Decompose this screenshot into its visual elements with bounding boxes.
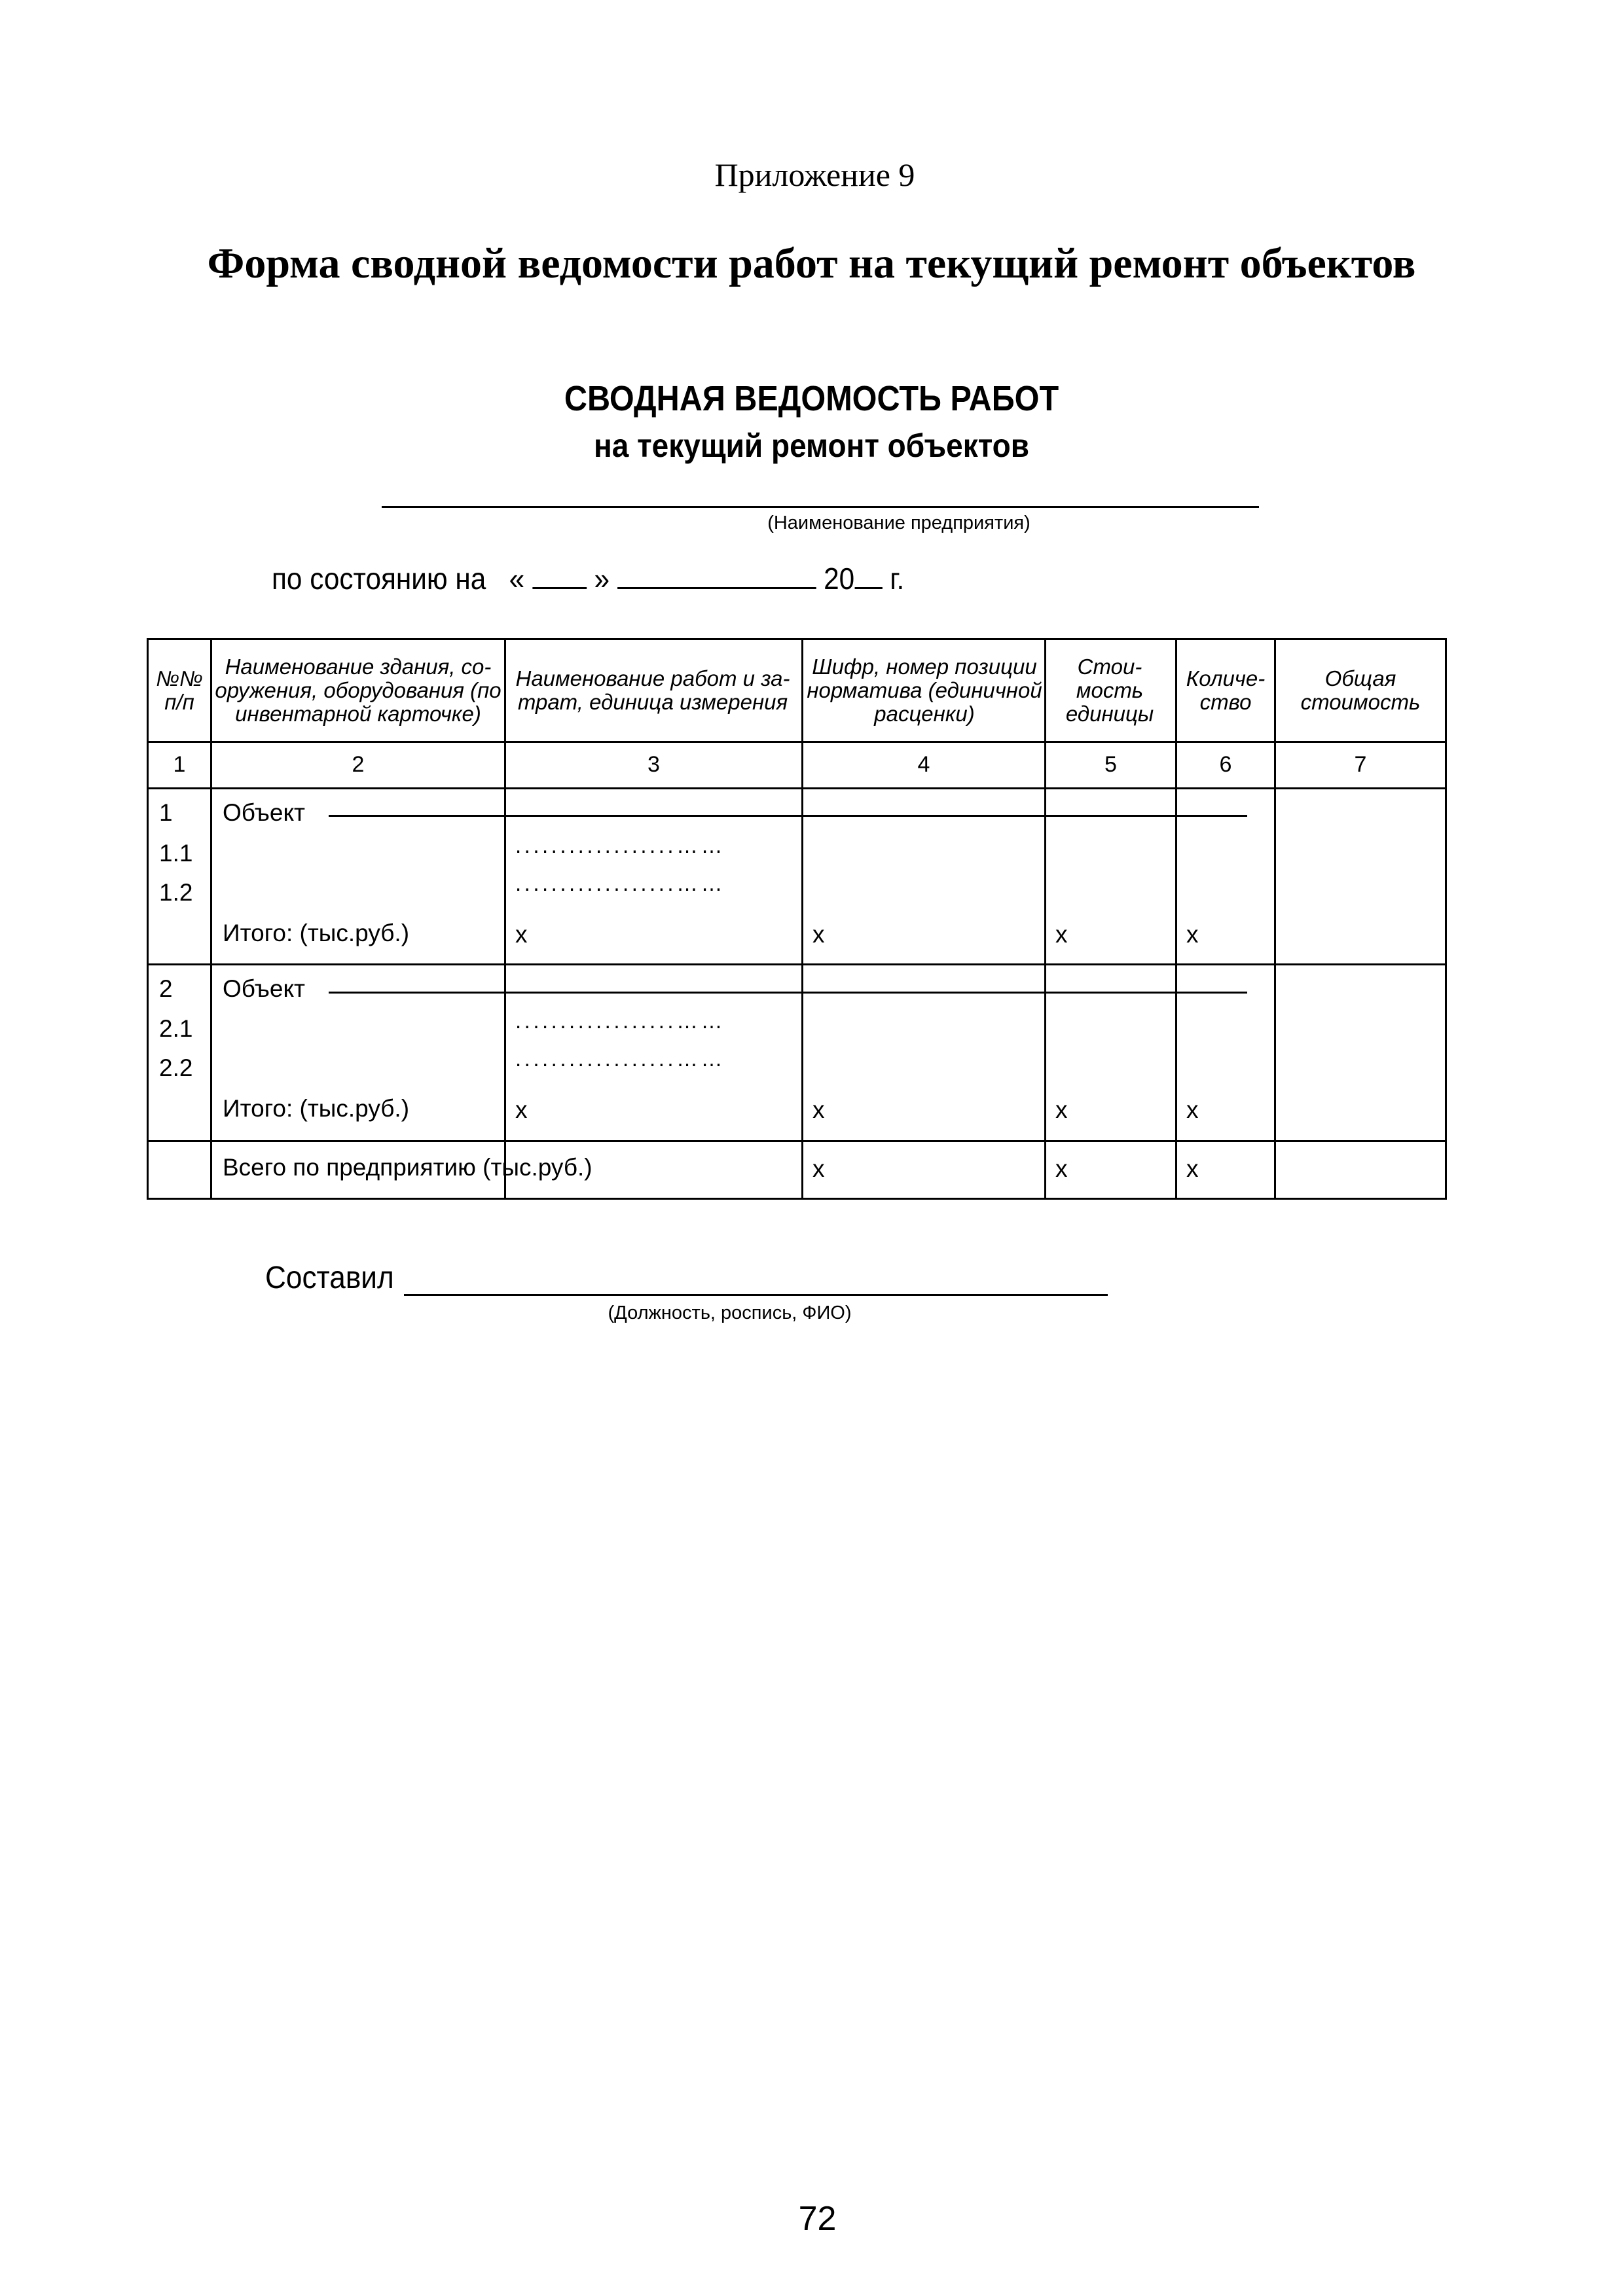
cross-mark: х bbox=[1055, 1096, 1068, 1123]
subtotal-label: Итого: (тыс.руб.) bbox=[223, 1095, 410, 1122]
object-label: Объект bbox=[223, 975, 305, 1002]
day-blank[interactable] bbox=[532, 560, 587, 589]
col-line-2 bbox=[504, 638, 506, 1200]
header-unit-cost: Стои-мость единицы bbox=[1065, 654, 1154, 726]
cross-mark: х bbox=[515, 1096, 528, 1123]
appendix-label: Приложение 9 bbox=[714, 156, 915, 193]
work-dots: ..................…… bbox=[515, 871, 726, 895]
group1-divider bbox=[147, 963, 1447, 965]
header-total-cost: Общая стоимость bbox=[1300, 666, 1421, 714]
signature-caption: (Должность, роспись, ФИО) bbox=[608, 1302, 852, 1323]
form-title: Форма сводной ведомости работ на текущий ремонт объектов bbox=[207, 240, 1416, 287]
close-quote: » bbox=[594, 562, 610, 596]
col-line-1 bbox=[210, 638, 212, 1200]
col-number-4: 4 bbox=[917, 752, 930, 778]
subtotal-label: Итого: (тыс.руб.) bbox=[223, 920, 410, 946]
organization-caption: (Наименование предприятия) bbox=[767, 512, 1030, 533]
row-subnumber: 2.1 bbox=[159, 1015, 193, 1042]
row-subnumber: 1.2 bbox=[159, 879, 193, 906]
header-building: Наименование здания, со-оружения, оборудования (по инвентарной карточке) bbox=[215, 654, 501, 726]
header-works: Наименование работ и за-трат, единица измерения bbox=[515, 666, 790, 714]
year-suffix: г. bbox=[890, 562, 905, 596]
cross-mark: х bbox=[1055, 921, 1068, 948]
work-dots: ..................…… bbox=[515, 1047, 726, 1071]
row-number: 2 bbox=[159, 975, 173, 1002]
cross-mark: х bbox=[1186, 921, 1199, 948]
object-name-line[interactable] bbox=[329, 992, 1247, 994]
col-number-2: 2 bbox=[352, 752, 365, 778]
year-prefix: 20 bbox=[824, 562, 855, 596]
cross-mark: х bbox=[812, 1155, 825, 1182]
summary-table bbox=[147, 638, 1447, 1200]
col-number-5: 5 bbox=[1104, 752, 1117, 778]
document-subtitle: на текущий ремонт объектов bbox=[593, 427, 1030, 464]
table-border-bottom bbox=[147, 1198, 1447, 1200]
work-dots: ..................…… bbox=[515, 833, 726, 857]
col-number-7: 7 bbox=[1354, 752, 1367, 778]
col-line-7 bbox=[1445, 638, 1447, 1200]
cross-mark: х bbox=[812, 921, 825, 948]
signature-line[interactable] bbox=[404, 1294, 1108, 1296]
col-line-5 bbox=[1175, 638, 1177, 1200]
cross-mark: х bbox=[1186, 1096, 1199, 1123]
object-label: Объект bbox=[223, 799, 305, 826]
col-line-6 bbox=[1274, 638, 1276, 1200]
header-code: Шифр, номер позиции норматива (единичной расценки) bbox=[807, 654, 1042, 726]
col-number-1: 1 bbox=[173, 752, 186, 778]
work-dots: ..................…… bbox=[515, 1009, 726, 1033]
grand-total-label: Всего по предприятию (тыс.руб.) bbox=[223, 1154, 593, 1181]
as-of-label: по состоянию на bbox=[272, 562, 486, 596]
organization-name-line[interactable] bbox=[382, 506, 1259, 508]
cross-mark: х bbox=[1186, 1155, 1199, 1182]
cross-mark: х bbox=[812, 1096, 825, 1123]
header-quantity: Количе-ство bbox=[1186, 666, 1266, 714]
row-subnumber: 1.1 bbox=[159, 840, 193, 867]
number-row-divider bbox=[147, 787, 1447, 789]
header-num: №№ п/п bbox=[156, 666, 203, 714]
page-number: 72 bbox=[798, 2200, 837, 2238]
row-number: 1 bbox=[159, 799, 173, 826]
cross-mark: х bbox=[1055, 1155, 1068, 1182]
col-number-6: 6 bbox=[1219, 752, 1232, 778]
group2-divider bbox=[147, 1140, 1447, 1142]
row-subnumber: 2.2 bbox=[159, 1054, 193, 1081]
cross-mark: х bbox=[515, 921, 528, 948]
col-line-3 bbox=[801, 638, 803, 1200]
document-title: СВОДНАЯ ВЕДОМОСТЬ РАБОТ bbox=[564, 379, 1059, 418]
year-blank[interactable] bbox=[854, 560, 882, 589]
as-of-date-row bbox=[272, 560, 904, 596]
compiled-by-label: Составил bbox=[265, 1261, 394, 1295]
object-name-line[interactable] bbox=[329, 815, 1247, 817]
col-line-4 bbox=[1044, 638, 1046, 1200]
col-number-3: 3 bbox=[647, 752, 660, 778]
month-blank[interactable] bbox=[617, 560, 816, 589]
open-quote: « bbox=[509, 562, 525, 596]
